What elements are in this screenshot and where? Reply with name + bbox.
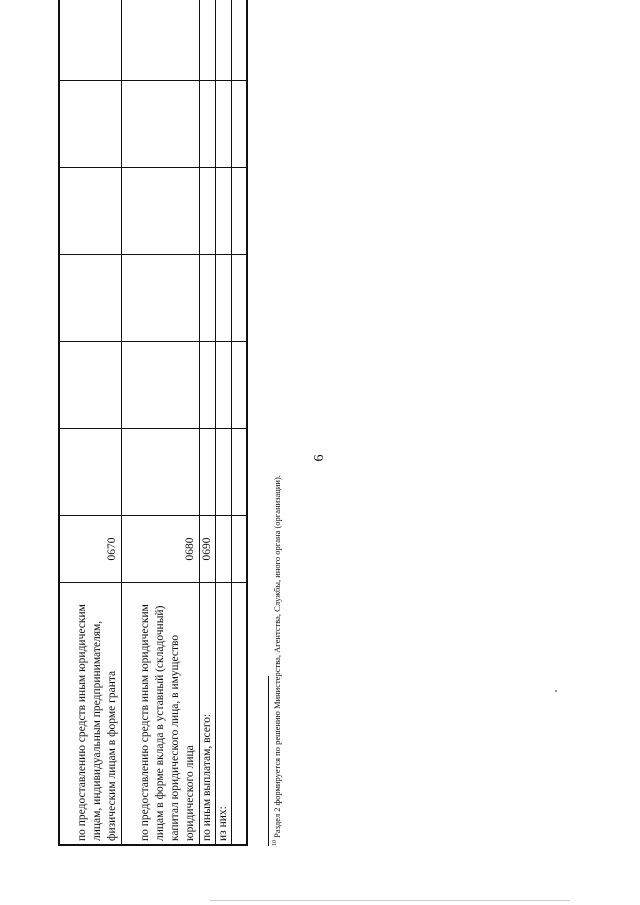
row-description: по предоставлению средств иным юридическим лицам, индивидуальным предпринимателям, физическим лицам в форме гранта bbox=[59, 583, 121, 846]
table-row bbox=[215, 0, 231, 845]
table-row bbox=[231, 0, 247, 845]
row-code: 0680 bbox=[121, 516, 199, 583]
table-row bbox=[199, 0, 215, 845]
table-cell bbox=[59, 342, 121, 429]
table-cell bbox=[199, 429, 215, 516]
scan-edge bbox=[210, 900, 570, 901]
table-cell bbox=[231, 429, 247, 516]
table-cell bbox=[215, 81, 231, 168]
row-description bbox=[231, 583, 247, 846]
table-cell bbox=[199, 81, 215, 168]
table-cell bbox=[215, 342, 231, 429]
table-cell bbox=[215, 168, 231, 255]
rotated-page-content bbox=[58, 56, 282, 846]
table-cell bbox=[231, 342, 247, 429]
footnote-text: Раздел 2 формируется по решению Министерства, Агентства, Службы, иного органа (организации). bbox=[272, 475, 282, 838]
table-cell bbox=[59, 81, 121, 168]
table-cell bbox=[121, 168, 199, 255]
table-cell bbox=[121, 429, 199, 516]
table-cell bbox=[199, 342, 215, 429]
table-cell bbox=[215, 429, 231, 516]
table-cell bbox=[121, 0, 199, 81]
table-cell bbox=[215, 255, 231, 342]
table-cell bbox=[59, 255, 121, 342]
table-row bbox=[121, 0, 199, 845]
footnote bbox=[272, 475, 282, 846]
footnote-separator bbox=[268, 676, 269, 846]
table-cell bbox=[231, 81, 247, 168]
table-cell bbox=[121, 255, 199, 342]
row-description: по иным выплатам, всего: bbox=[199, 583, 215, 846]
table-cell bbox=[199, 168, 215, 255]
table-cell bbox=[59, 429, 121, 516]
table-cell bbox=[59, 168, 121, 255]
table-cell bbox=[199, 255, 215, 342]
row-code: 0690 bbox=[199, 516, 215, 583]
row-code: 0670 bbox=[59, 516, 121, 583]
page-number: 6 bbox=[312, 454, 327, 462]
row-code bbox=[215, 516, 231, 583]
table-cell bbox=[121, 81, 199, 168]
table-cell bbox=[121, 342, 199, 429]
table-cell bbox=[231, 168, 247, 255]
row-code bbox=[231, 516, 247, 583]
scan-speck bbox=[555, 690, 557, 692]
row-description: из них: bbox=[215, 583, 231, 846]
table-cell bbox=[231, 255, 247, 342]
row-description: по предоставлению средств иным юридическим лицам в форме вклада в уставный (складочный) капитал юридического лица, в имущество юридического лица bbox=[121, 583, 199, 846]
table-cell bbox=[59, 0, 121, 81]
table-cell bbox=[199, 0, 215, 81]
payments-table bbox=[58, 0, 248, 846]
footnote-marker: 10 bbox=[272, 840, 279, 846]
table-cell bbox=[231, 0, 247, 81]
table-cell bbox=[215, 0, 231, 81]
table-row bbox=[59, 0, 121, 845]
